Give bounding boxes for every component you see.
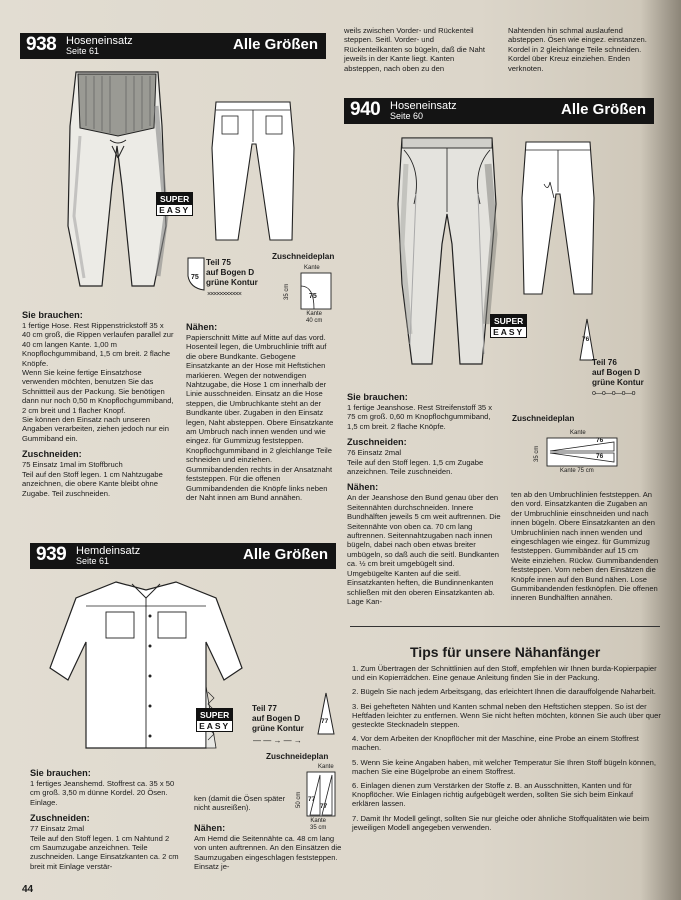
super-easy-badge: SUPER EASY	[156, 192, 193, 216]
plan-edge-top: Kante	[318, 764, 334, 770]
part-77-label: Teil 77 auf Bogen D grüne Kontur	[252, 704, 304, 733]
article-page-ref: Seite 61	[66, 46, 100, 56]
cut-heading: Zuschneiden:	[22, 449, 82, 460]
plan-edge-top: Kante	[304, 265, 320, 271]
plan-edge-bottom: Kante 35 cm	[310, 818, 327, 831]
tip-item: 5. Wenn Sie keine Angaben haben, mit welcher Temperatur Sie Ihren Stoff bügeln können, machen Sie eine Bügelprobe an einem Stoffrest.	[352, 757, 656, 776]
cutting-plan-title: Zuschneideplan	[266, 752, 329, 761]
cut-heading: Zuschneiden:	[30, 813, 90, 824]
sew-heading: Nähen:	[194, 823, 226, 833]
plan-piece-a: 77	[308, 796, 316, 803]
part-76-label: Teil 76 auf Bogen D grüne Kontur	[592, 358, 644, 387]
needs-text-3: Sie können den Einsatz nach unseren Angaben verarbeiten, ziehen jedoch nur ein Gummiband ein.	[22, 415, 169, 443]
contour-line: o—o—o—o—o	[592, 390, 635, 397]
plan-piece-b: 76	[596, 453, 604, 460]
article-title: Hemdeinsatz	[76, 545, 141, 557]
needs-heading: Sie brauchen:	[347, 392, 408, 402]
cutting-plan-diagram	[546, 437, 618, 467]
cut-heading: Zuschneiden:	[347, 437, 407, 448]
plan-piece-a: 76	[596, 437, 604, 444]
article-940-col4	[511, 490, 659, 603]
needs-text-2: Wenn Sie keine fertige Einsatzhose verwenden möchten, benutzen Sie das Schnittteil aus der Packung. Sie benötigen dann nur noch 0,50 m Knopflochgummiband, 2 cm breit und 1 flacher Knopf.	[22, 368, 174, 415]
part-75-label: Teil 75 auf Bogen D grüne Kontur	[206, 258, 258, 287]
cutting-plan-title: Zuschneideplan	[272, 252, 335, 261]
size-label: Alle Größen	[232, 36, 318, 53]
tips-divider	[350, 626, 660, 627]
sew-text-continued: ten ab den Umbruchlinien feststeppen. An den vord. Einsatzkanten die Zugaben an der Umbruchlinie einschneiden und nach innen bügeln. Obere Einsatzkanten an den Umbruchlinien nach innen wenden und eingeschlagen wie eingez. für Gummizug feststeppen. Gummibänder auf 15 cm Weite einziehen. Rückw. Gummibandenden feststeppen. Vorn neben den Einsätzen die Knöpfe innen auf den Bund nähen. Lose Gummibandenden festknöpfen. Die offenen inneren Bundhälften annähen.	[511, 490, 659, 603]
article-939-header	[30, 543, 336, 569]
tips-title: Tips für unsere Nähanfänger	[410, 644, 601, 660]
plan-edge-bottom: Kante 75 cm	[560, 468, 594, 474]
tip-item: 7. Damit Ihr Modell gelingt, sollten Sie nur gleiche oder ähnliche Stoffqualitäten wie beim jeweiligen Modell angegeben verwenden.	[352, 813, 650, 832]
plan-side-dimension: 35 cm	[534, 445, 540, 462]
sew-text: An der Jeanshose den Bund genau über den Seitennähten durchschneiden. Innere Bundhälften jeweils 5 cm weit auftrennen. Die Seitennähte von oben ca. 70 cm lang auftrennen. Seitennahtzugaben nach innen bügeln, dabei nach oben etwas breiter umbügeln, so daß auch die seitl. Bundkanten ca. ½ cm breit umgebügelt sind. Umgebügelte Kanten auf die seitl. Einsatzkanten heften, die Bundinnenkanten schließen mit den oberen Einsatzkanten ab. Lage Kan-	[347, 493, 501, 606]
jeans-back-illustration	[520, 138, 596, 298]
article-938-col2	[186, 322, 336, 502]
plan-piece-b: 77	[320, 803, 328, 810]
article-title: Hoseneinsatz	[66, 35, 133, 47]
part-77-number: 77	[321, 718, 329, 725]
tips-list	[352, 664, 662, 837]
article-number: 938	[26, 34, 57, 55]
article-939-col2-top: ken (damit die Ösen später nicht ausreißen).	[194, 794, 286, 813]
needs-text: 1 fertige Hose. Rest Rippenstrickstoff 35 x 40 cm groß, die Rippen verlaufen parallel zur 40 cm langen Kante. 1,00 m Knopflochgummiband, 1,5 cm breit. 2 flache Knöpfe.	[22, 321, 174, 368]
cut-text-2: Teile auf den Stoff legen. 1 cm Nahtund 2 cm Saumzugabe anzeichnen. Teile zuschneiden. Lange Einsatzkanten ca. 2 cm breit mit Einlage verstär-	[30, 833, 179, 871]
page-number: 44	[22, 884, 34, 895]
pants-back-illustration	[208, 98, 298, 244]
article-page-ref: Seite 61	[76, 556, 110, 566]
article-940-header	[344, 98, 654, 124]
cutting-plan-diagram	[306, 771, 336, 817]
continuation-col3: weils zwischen Vorder- und Rückenteil steppen. Seitl. Vorder- und Rückenteilkanten so bügeln, daß die Naht jeweils in der Kante liegt. Kanten absteppen, nach oben zu den	[344, 26, 485, 73]
needs-text: 1 fertiges Jeanshemd. Stoffrest ca. 35 x 50 cm groß. 3,50 m dünne Kordel. 20 Ösen. Einlage.	[30, 779, 175, 807]
pants-front-illustration	[62, 66, 172, 288]
plan-side-dimension: 50 cm	[296, 791, 302, 808]
super-easy-badge: SUPER EASY	[196, 708, 233, 732]
tip-item: 3. Bei gehefteten Nähten und Kanten schmal neben den Heftstichen steppen. So ist der Heftfaden leichter zu entfernen. Wenn Sie nicht heften möchten, können Sie auch über quer gesteckte Stecknadeln steppen.	[352, 701, 661, 730]
contour-line: — — → — →	[253, 736, 302, 745]
sew-text: Papierschnitt Mitte auf Mitte auf das vord. Hosenteil legen, die Umbruchlinie trifft auf die obere Bundkante. Gebogene Einsatzkante an der Hose mit Heftstichen markieren. Wegen der notwendigen Nahtzugabe, die Hose 1 cm innerhalb der Linie ausschneiden. Einsatz an die Hose steppen, die Umbruchkante steht an der Bundkante über. Zugaben in den Einsatz legen, Naht absteppen. Obere Einsatzkante am Umbruch nach innen wenden und wie eingez. für Gummizug feststeppen. Knopflochgummiband in 2 gleichlange Teile schneiden und einziehen. Gummibandenden rechts in der Ansatznaht feststeppen. Für die offenen Gummibandenden die Knöpfe links neben der Naht innen am Bund annähen.	[186, 333, 334, 502]
sew-text: Am Hemd die Seitennähte ca. 48 cm lang von unten auftrennen. An den Einsätzen die Saumzugaben eingeschlagen feststeppen. Einsatz je-	[194, 834, 342, 872]
article-title: Hoseneinsatz	[390, 100, 457, 112]
article-number: 939	[36, 544, 67, 565]
tip-item: 6. Einlagen dienen zum Verstärken der Stoffe z. B. an Ausschnitten, Kanten und für Knopflöcher. Wie Einlagen richtig aufgebügelt werden, sollten Sie sich beim Einkauf erklären lassen.	[352, 781, 634, 809]
tip-item: 2. Bügeln Sie nach jedem Arbeitsgang, das erleichtert Ihnen die darauffolgende Naharbeit.	[352, 687, 656, 697]
part-76-number: 76	[582, 336, 590, 343]
needs-heading: Sie brauchen:	[30, 768, 91, 778]
sew-heading: Nähen:	[186, 322, 218, 332]
cut-text-2: Teil auf den Stoff legen. 1 cm Nahtzugabe anzeichnen, die obere Kante bleibt ohne Zugabe. Teil zuschneiden.	[22, 469, 163, 498]
cut-text: 75 Einsatz 1mal im Stoffbruch	[22, 460, 123, 470]
cutting-plan-diagram	[300, 272, 332, 310]
cut-text: 77 Einsatz 2mal	[30, 824, 85, 834]
plan-edge-top: Kante	[570, 430, 586, 436]
part-75-number: 75	[191, 274, 199, 281]
jeans-front-illustration	[392, 134, 502, 370]
article-938-col1	[22, 310, 174, 498]
part-77-shape	[316, 692, 336, 736]
size-label: Alle Größen	[242, 546, 328, 563]
size-label: Alle Größen	[560, 101, 646, 118]
article-page-ref: Seite 60	[390, 111, 424, 121]
cut-text: 76 Einsatz 2mal	[347, 448, 402, 458]
sew-heading: Nähen:	[347, 482, 379, 493]
tip-item: 4. Vor dem Arbeiten der Knopflöcher mit der Maschine, eine Probe an einem Stoffrest machen.	[352, 734, 639, 753]
article-939-col1	[30, 768, 180, 871]
needs-text: 1 fertige Jeanshose. Rest Streifenstoff 35 x 75 cm groß. 0,60 m Knopflochgummiband, 1,5 cm breit. 2 flache Knöpfe.	[347, 403, 493, 431]
article-number: 940	[350, 99, 381, 120]
article-939-col2	[194, 823, 344, 872]
cut-text-2: Teile auf den Stoff legen. 1,5 cm Zugabe anzeichnen. Teile zuschneiden.	[347, 457, 484, 477]
plan-piece-number: 75	[309, 293, 317, 300]
article-938-header	[20, 33, 326, 59]
article-940-col3	[347, 392, 501, 606]
plan-side-dimension: 35 cm	[284, 283, 290, 300]
cutting-plan-title: Zuschneideplan	[512, 414, 575, 423]
tip-item: 1. Zum Übertragen der Schnittlinien auf den Stoff, empfehlen wir Ihnen burda-Kopierpapier und ein Kopierrädchen. Eine genaue Anleitung finden Sie in der Packung.	[352, 664, 657, 683]
contour-line: ×××××××××××	[207, 291, 241, 298]
needs-heading: Sie brauchen:	[22, 310, 83, 320]
super-easy-badge: SUPER EASY	[490, 314, 527, 338]
plan-edge-bottom: Kante 40 cm	[306, 311, 323, 324]
continuation-col4: Nahtenden hin schmal auslaufend absteppen. Ösen wie eingez. einstanzen. Kordel in 2 gleichlange Teile schneiden. Kordel über Kreuz einziehen. Enden verknoten.	[508, 26, 647, 73]
